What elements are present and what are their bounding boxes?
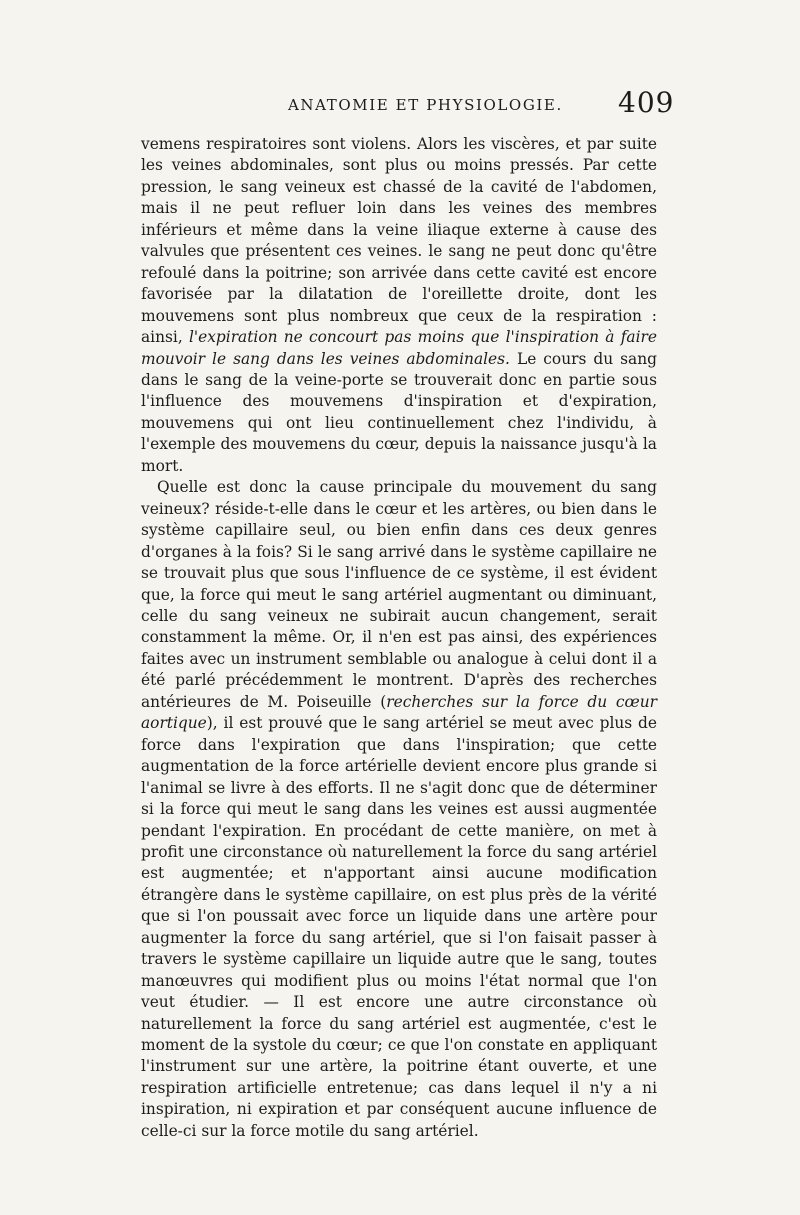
- running-head: ANATOMIE ET PHYSIOLOGIE.: [288, 96, 563, 114]
- paragraph-text: Le cours du sang dans le sang de la veine-porte se trouverait donc en partie sous l'influence des mouvemens d'inspiration et d'expiration, mouvemens qui ont lieu continuellement chez l'individu, à l'exemple des mouvemens du cœur, depuis la naissance jusqu'à la mort.: [141, 349, 657, 475]
- paragraph-text: ), il est prouvé que le sang artériel se meut avec plus de force dans l'expiration que dans l'inspiration; que cette augmentation de la force artérielle devient encore plus grande si l'animal se livre à des efforts. Il ne s'agit donc que de déterminer si la force qui meut le sang dans les veines est aussi augmentée pendant l'expiration. En procédant de cette manière, on met à profit une circonstance où naturellement la force du sang artériel est augmentée; et n'apportant ainsi aucune modification étrangère dans le système capillaire, on est plus près de la vérité que si l'on poussait avec force un liquide dans une artère pour augmenter la force du sang artériel, que si l'on faisait passer à travers le système capillaire un liquide autre que le sang, toutes manœuvres qui modifient plus ou moins l'état normal que l'on veut étudier. — Il est encore une autre circonstance où naturellement la force du sang artériel est augmentée, c'est le moment de la systole du cœur; ce que l'on constate en appliquant l'instrument sur une artère, la poitrine étant ouverte, et une respiration artificielle entretenue; cas dans lequel il n'y a ni inspiration, ni expiration et par conséquent aucune influence de celle-ci sur la force motile du sang artériel.: [141, 714, 657, 1140]
- italic-citation: recherches sur la force du cœur aortique: [141, 692, 657, 733]
- paragraph-text: vemens respiratoires sont violens. Alors les viscères, et par suite les veines abdominales, sont plus ou moins pressés. Par cette pression, le sang veineux est chassé de la cavité de l'abdomen, mais il ne peut refluer loin dans les veines des membres inférieurs et même dans la veine iliaque externe à cause des valvules que présentent ces veines. le sang ne peut donc qu'être refoulé dans la poitrine; son arrivée dans cette cavité est encore favorisée par la dilatation de l'oreillette droite, dont les mouvemens sont plus nombreux que ceux de la respiration : ainsi,: [141, 135, 657, 347]
- paragraph-continued: [141, 134, 657, 477]
- paragraph-text: Quelle est donc la cause principale du mouvement du sang veineux? réside-t-elle dans le cœur et les artères, ou bien dans le système capillaire seul, ou bien enfin dans ces deux genres d'organes à la fois? Si le sang arrivé dans le système capillaire ne se trouvait plus que sous l'influence de ce système, il est évident que, la force qui meut le sang artériel augmentant ou diminuant, celle du sang veineux ne subirait aucun changement, serait constamment la même. Or, il n'en est pas ainsi, des expériences faites avec un instrument semblable ou analogue à celui dont il a été parlé précédemment le montrent. D'après des recherches antérieures de M. Poiseuille (: [141, 478, 657, 711]
- page-header: [0, 82, 800, 122]
- body-text: [141, 134, 657, 1142]
- page-number: 409: [618, 86, 675, 119]
- italic-emphasis: l'expiration ne concourt pas moins que l'inspiration à faire mouvoir le sang dans les veines abdominales.: [141, 328, 657, 368]
- paragraph: [141, 477, 657, 1142]
